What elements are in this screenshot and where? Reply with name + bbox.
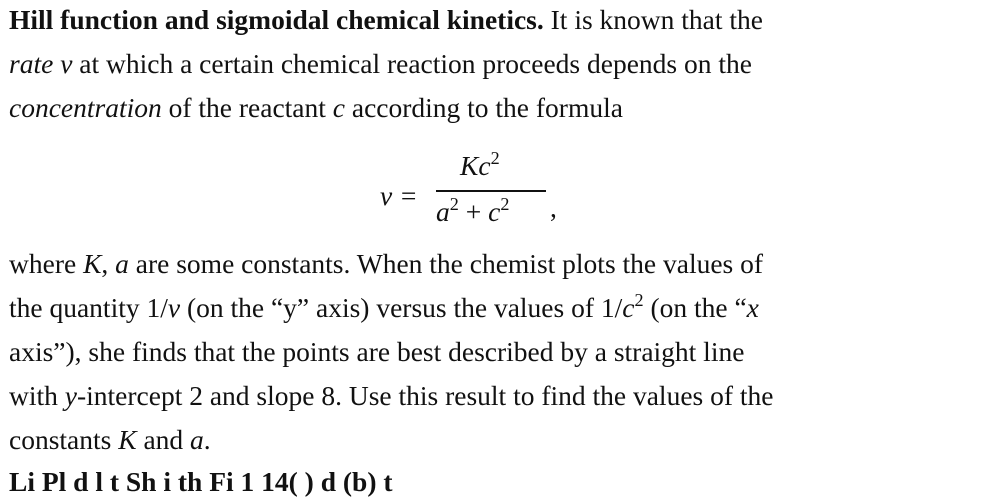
var-x: x: [746, 292, 759, 323]
var-a: a: [115, 248, 129, 279]
var-c: c: [332, 92, 345, 123]
hill-formula: [380, 147, 620, 230]
cut-off-next-line: Li Pl d l t Sh i th Fi 1 14( ) d (b) t: [9, 466, 393, 497]
formula-lhs: v =: [380, 180, 418, 211]
problem-line-5: the quantity 1/v (on the “y” axis) versus the values of $1/c^2$ (on the “x: [9, 289, 759, 323]
line1-text: It is known that the: [550, 4, 763, 35]
var-v: v: [60, 48, 73, 79]
rate-term: rate: [9, 48, 54, 79]
problem-line-3: [9, 94, 623, 122]
problem-line-4: where K, a are some constants. When the chemist plots the values of: [9, 248, 764, 279]
var-K-2: K: [118, 424, 137, 455]
var-a-2: a: [190, 424, 204, 455]
line3-text-b: according to the formula: [351, 92, 623, 123]
var-K: K: [83, 248, 102, 279]
var-y: y: [64, 380, 77, 411]
formula-denominator: $a^2 + c^2$: [436, 193, 510, 227]
problem-line-7: with y-intercept 2 and slope 8. Use this result to find the values of the: [9, 380, 774, 411]
formula-numerator: Kc$^2$: [460, 147, 500, 181]
fraction-bar: [436, 190, 546, 192]
problem-line-2: [9, 50, 752, 78]
var-v-inverse: v: [167, 292, 181, 323]
formula-comma: ,: [550, 192, 557, 223]
problem-line-6: axis”), she finds that the points are best described by a straight line: [9, 336, 745, 367]
line3-text-a: of the reactant: [168, 92, 326, 123]
problem-line-8: constants K and a.: [9, 424, 211, 455]
line2-text: at which a certain chemical reaction proceeds depends on the: [79, 48, 752, 79]
problem-line-1: [9, 6, 763, 34]
problem-title: Hill function and sigmoidal chemical kinetics.: [9, 4, 544, 35]
concentration-term: concentration: [9, 92, 162, 123]
